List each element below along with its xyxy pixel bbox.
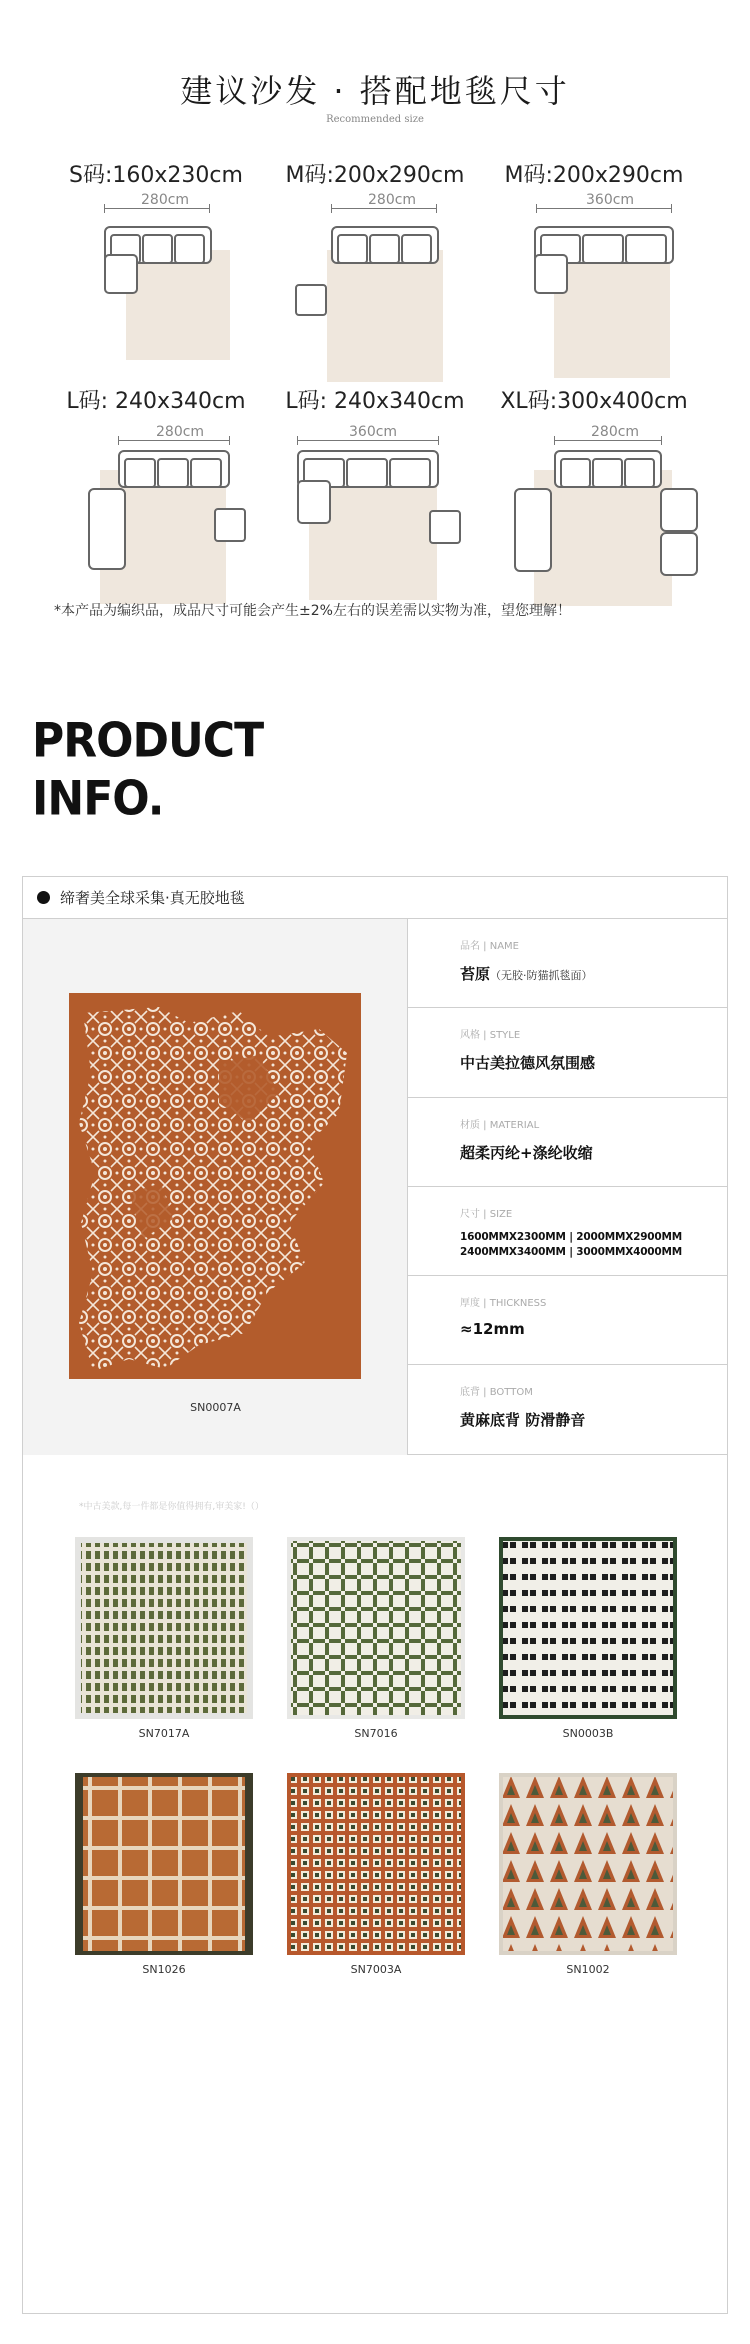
product-info-heading [32, 712, 263, 829]
size-option-m-280 [265, 158, 485, 358]
size-label: XL码:300x400cm [500, 389, 688, 414]
heading-line-2: INFO. [32, 771, 164, 827]
size-label: L码: 240x340cm [66, 389, 246, 414]
size-option-s [46, 158, 266, 358]
card-header [23, 877, 727, 919]
rug-thumbnail-image [287, 1773, 465, 1955]
measure-line [536, 208, 672, 209]
thumbnail-code: SN7003A [350, 1963, 402, 1976]
product-thumbnail[interactable] [287, 1537, 465, 1740]
size-option-m-360 [484, 158, 704, 358]
sofa-seat [560, 458, 591, 488]
product-thumbnail[interactable] [75, 1773, 253, 1976]
sofa-seat [401, 234, 432, 264]
product-thumbnail[interactable] [75, 1537, 253, 1740]
spec-value: 黄麻底背 防滑静音 [460, 1411, 586, 1430]
product-thumbnail[interactable] [499, 1537, 677, 1740]
rug-shape [126, 250, 230, 360]
spec-key: 风格 | STYLE [460, 1030, 521, 1042]
thumbnail-code: SN0003B [562, 1727, 614, 1740]
card-header-title: 缔奢美全球采集·真无胶地毯 [60, 889, 245, 907]
size-note: *本产品为编织品，成品尺寸可能会产生±2%左右的误差需以实物为准，望您理解！ [54, 603, 571, 619]
rug-pattern [69, 993, 361, 1379]
sofa-seat [625, 234, 667, 264]
collection-note: *中古美款,每一件都是你值得拥有,审美家!（） [79, 1502, 264, 1512]
spec-key: 尺寸 | SIZE [460, 1208, 513, 1220]
rug-shape [327, 250, 443, 382]
measure-line [331, 208, 437, 209]
sofa-seat [582, 234, 624, 264]
side-table [214, 508, 246, 542]
side-chair-right-top [660, 488, 698, 532]
spec-bottom [408, 1365, 728, 1454]
sofa-seat [174, 234, 205, 264]
product-thumbnail[interactable] [499, 1773, 677, 1976]
size-label: S码:160x230cm [69, 163, 243, 188]
main-product-image-panel [23, 919, 408, 1455]
rug-thumbnail-image [75, 1537, 253, 1719]
spec-thickness [408, 1276, 728, 1365]
thumbnail-code: SN1002 [566, 1963, 610, 1976]
size-label: M码:200x290cm [504, 163, 684, 188]
size-option-l-280 [46, 384, 266, 584]
size-option-xl [484, 384, 704, 584]
chaise [297, 480, 331, 524]
spec-style [408, 1008, 728, 1097]
sofa-width: 280cm [591, 424, 640, 440]
measure-line [554, 440, 662, 441]
side-chair [88, 488, 126, 570]
spec-list [408, 919, 728, 1455]
side-chair-left [514, 488, 552, 572]
sofa-seat [157, 458, 189, 488]
product-thumbnail[interactable] [287, 1773, 465, 1976]
sofa-seat [346, 458, 388, 488]
spec-value: 中古美拉德风氛围感 [460, 1054, 596, 1073]
chaise [534, 254, 568, 294]
size-label: M码:200x290cm [285, 163, 465, 188]
thumbnail-code: SN7017A [138, 1727, 190, 1740]
spec-size [408, 1187, 728, 1276]
size-guide-title: 建议沙发 · 搭配地毯尺寸 [180, 72, 570, 110]
sofa-width: 280cm [156, 424, 205, 440]
heading-line-1: PRODUCT [32, 713, 264, 769]
spec-key: 厚度 | THICKNESS [460, 1298, 547, 1310]
sofa-width: 360cm [586, 192, 635, 208]
main-product-code: SN0007A [190, 1401, 241, 1414]
chaise [104, 254, 138, 294]
side-table [429, 510, 461, 544]
size-label: L码: 240x340cm [285, 389, 465, 414]
spec-key: 品名 | NAME [460, 941, 519, 952]
measure-line [297, 440, 439, 441]
sofa-seat [369, 234, 400, 264]
spec-value: ≈12mm [460, 1320, 525, 1339]
rug-thumbnail-image [499, 1537, 677, 1719]
main-rug-image[interactable] [69, 993, 361, 1379]
rug-shape [534, 470, 672, 606]
side-chair-right-bottom [660, 532, 698, 576]
measure-line [118, 440, 230, 441]
sofa-width: 360cm [349, 424, 398, 440]
sofa-width: 280cm [368, 192, 417, 208]
rug-thumbnail-image [287, 1537, 465, 1719]
thumbnail-code: SN1026 [142, 1963, 186, 1976]
spec-value: 苔原（无胶·防猫抓毯面） [460, 965, 593, 983]
sofa-seat [624, 458, 655, 488]
side-table [295, 284, 327, 316]
sofa-width: 280cm [141, 192, 190, 208]
spec-size-values: 1600MMX2300MM | 2000MMX2900MM 2400MMX3400MM | 3000MMX4000MM [460, 1230, 683, 1258]
sofa-seat [142, 234, 173, 264]
bullet-dot-icon [37, 891, 50, 904]
sofa-seat [337, 234, 368, 264]
spec-key: 底背 | BOTTOM [460, 1387, 533, 1399]
measure-line [104, 208, 210, 209]
spec-value: 超柔丙纶+涤纶收缩 [460, 1143, 593, 1162]
spec-material [408, 1098, 728, 1187]
rug-shape [554, 250, 670, 378]
size-option-l-360 [265, 384, 485, 584]
rug-thumbnail-image [75, 1773, 253, 1955]
thumbnail-code: SN7016 [354, 1727, 398, 1740]
sofa-seat [389, 458, 431, 488]
spec-name [408, 919, 728, 1008]
rug-thumbnail-image [499, 1773, 677, 1955]
sofa-seat [190, 458, 222, 488]
main-product-section [23, 919, 727, 1455]
size-guide-subtitle: Recommended size [326, 114, 424, 125]
spec-key: 材质 | MATERIAL [460, 1119, 540, 1131]
product-card [22, 876, 728, 2314]
sofa-seat [124, 458, 156, 488]
sofa-seat [592, 458, 623, 488]
